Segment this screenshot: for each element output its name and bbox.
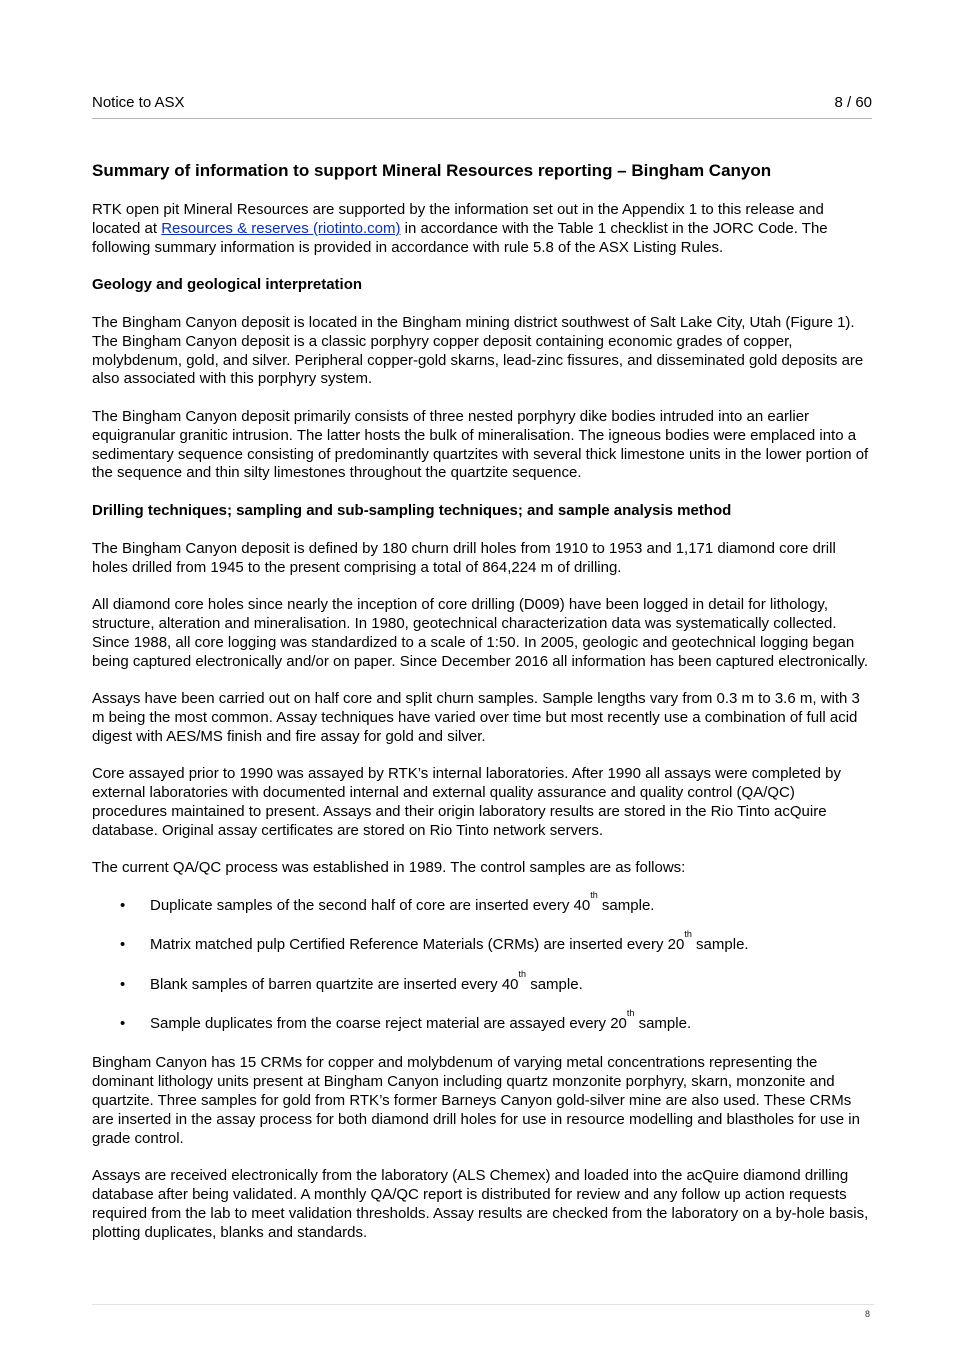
geology-heading: Geology and geological interpretation: [92, 276, 363, 294]
drilling-paragraph-4: Core assayed prior to 1990 was assayed by RTK’s internal laboratories. After 1990 all assays were completed by external laboratories with documented internal and external quality assurance and quality control (QA/QC) procedures maintained to present. Assays and their origin laboratory results are stored in the Rio Tinto acQuire database. Original assay certificates are stored on Rio Tinto network servers.: [92, 765, 842, 839]
drilling-paragraph-5: The current QA/QC process was established in 1989. The control samples are as follows:: [92, 859, 686, 877]
section-heading: Summary of information to support Mineral Resources reporting – Bingham Canyon: [92, 161, 772, 180]
list-item: • Sample duplicates from the coarse reject material are assayed every 20th sample.: [120, 1008, 692, 1033]
footer-page-number: 8: [864, 1309, 870, 1319]
resources-reserves-link[interactable]: Resources & reserves (riotinto.com): [161, 219, 401, 237]
drilling-paragraph-6: Bingham Canyon has 15 CRMs for copper and molybdenum of varying metal concentrations representing the dominant lithology units present at Bingham Canyon including quartz monzonite porphyry, skarn, monzonite and quartzite. Three samples for gold from RTK’s former Barneys Canyon gold-silver mine are also used. These CRMs are inserted in the assay process for both diamond drill holes for use in resource modelling and blastholes for use in grade control.: [92, 1054, 860, 1147]
list-item: • Blank samples of barren quartzite are inserted every 40th sample.: [120, 968, 583, 993]
page-footer: [92, 1304, 874, 1319]
intro-paragraph: [92, 201, 874, 257]
qaqc-bullet-list: [92, 889, 874, 1034]
page-header: [92, 92, 872, 119]
drilling-paragraph-3: Assays have been carried out on half core and split churn samples. Sample lengths vary from 0.3 m to 3.6 m, with 3 m being the most common. Assay techniques have varied over time but most recently use a combination of full acid digest with AES/MS finish and fire assay for gold and silver.: [92, 690, 860, 745]
intro-text-after: in accordance with the Table 1 checklist in the JORC Code. The following summary information is provided in accordance with rule 5.8 of the ASX Listing Rules.: [92, 219, 828, 256]
header-title: Notice to ASX: [92, 94, 185, 111]
header-page-indicator: 8 / 60: [834, 94, 872, 111]
geology-paragraph-1: The Bingham Canyon deposit is located in the Bingham mining district southwest of Salt Lake City, Utah (Figure 1). The Bingham Canyon deposit is a classic porphyry copper deposit containing economic grades of copper, molybdenum, gold, and silver. Peripheral copper-gold skarns, lead-zinc fissures, and disseminated gold deposits are also associated with this porphyry system.: [92, 313, 864, 388]
bullet-icon: •: [120, 1015, 126, 1033]
bullet-icon: •: [120, 936, 126, 954]
intro-text-before: RTK open pit Mineral Resources are supported by the information set out in the Appendix 1 to this release and located at: [92, 201, 824, 237]
list-item: • Matrix matched pulp Certified Reference Materials (CRMs) are inserted every 20th sample.: [120, 929, 749, 954]
bullet-icon: •: [120, 896, 126, 914]
geology-paragraph-2: The Bingham Canyon deposit primarily consists of three nested porphyry dike bodies intruded into an earlier equigranular granitic intrusion. The latter hosts the bulk of mineralisation. The igneous bodies were emplaced into a sedimentary sequence consisting of predominantly quartzites with several thick limestone units in the lower portion of the sequence and thin silty limestones throughout the quartzite sequence.: [92, 407, 869, 482]
drilling-paragraph-1: The Bingham Canyon deposit is defined by 180 churn drill holes from 1910 to 1953 and 1,171 diamond core drill holes drilled from 1945 to the present comprising a total of 864,224 m of drilling.: [92, 539, 836, 576]
document-body: [92, 160, 874, 1261]
list-item: • Duplicate samples of the second half of core are inserted every 40th sample.: [120, 889, 655, 914]
drilling-heading: Drilling techniques; sampling and sub-sampling techniques; and sample analysis method: [92, 501, 732, 519]
drilling-paragraph-7: Assays are received electronically from the laboratory (ALS Chemex) and loaded into the acQuire diamond drilling database after being validated. A monthly QA/QC report is distributed for review and any follow up action requests required from the lab to meet validation thresholds. Assay results are checked from the laboratory on a by-hole basis, plotting duplicates, blanks and standards.: [92, 1167, 869, 1241]
drilling-paragraph-2: All diamond core holes since nearly the inception of core drilling (D009) have been logged in detail for lithology, structure, alteration and mineralisation. In 1980, geotechnical characterization data was systematically collected. Since 1988, all core logging was standardized to a scale of 1:50. In 2005, geologic and geotechnical logging began being captured electronically and/or on paper. Since December 2016 all information has been captured electronically.: [92, 596, 869, 670]
bullet-icon: •: [120, 975, 126, 993]
